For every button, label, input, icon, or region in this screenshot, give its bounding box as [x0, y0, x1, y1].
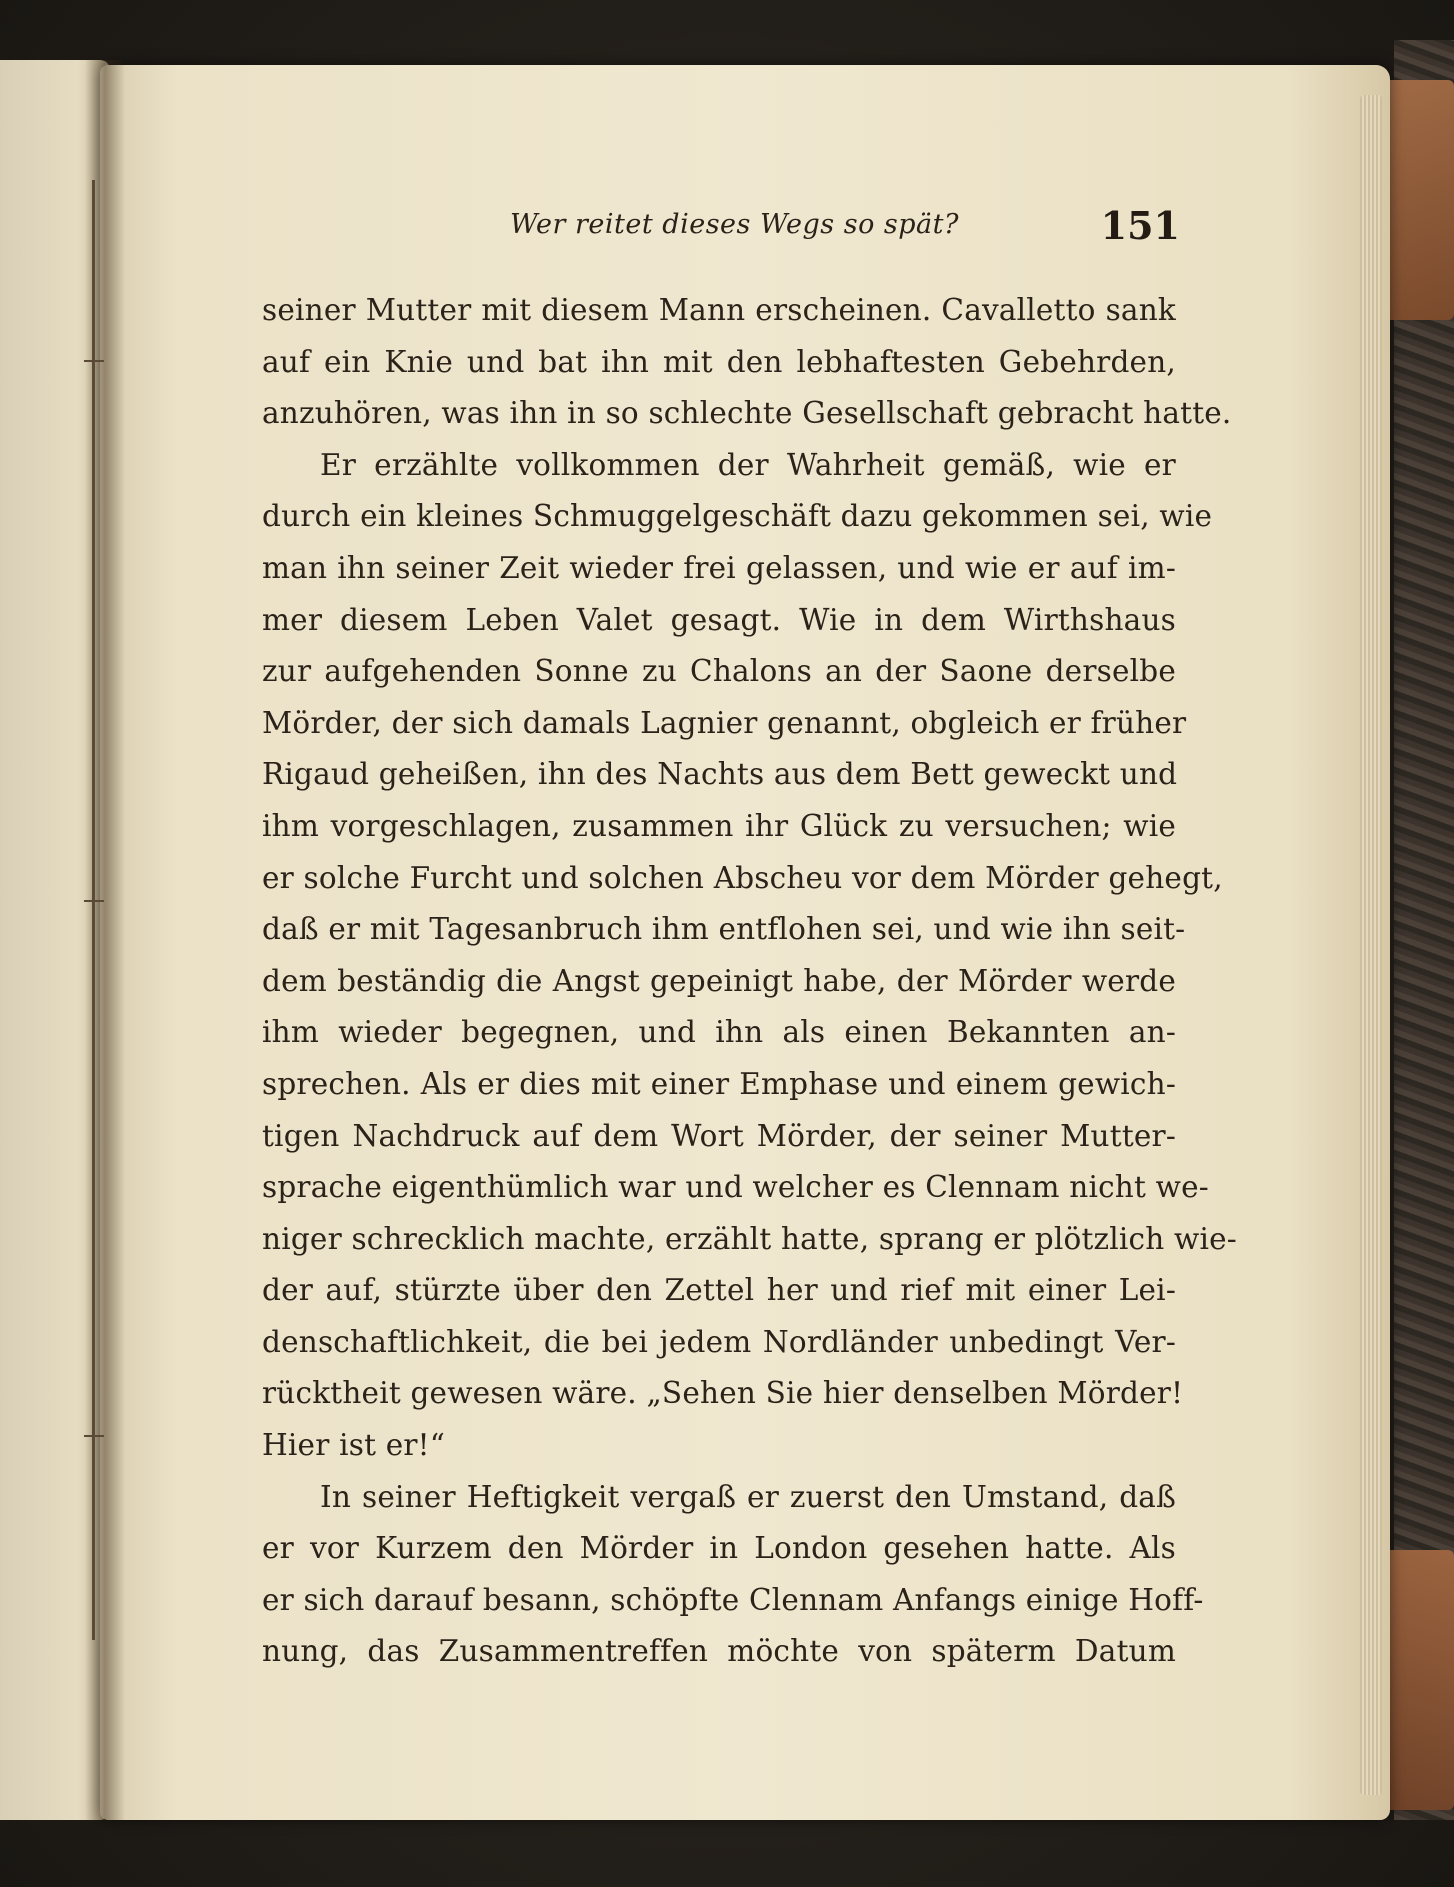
text-line: man ihn seiner Zeit wieder frei gelassen, und wie er auf im- — [262, 550, 1176, 585]
leather-corner-top — [1380, 80, 1454, 320]
text-line: Rigaud geheißen, ihn des Nachts aus dem Bett geweckt und — [262, 757, 1178, 792]
text-line: sprechen. Als er dies mit einer Emphase und einem gewich- — [262, 1066, 1176, 1101]
text-line: In seiner Heftigkeit vergaß er zuerst den Umstand, daß — [320, 1479, 1176, 1514]
text-line: dem beständig die Angst gepeinigt habe, der Mörder werde — [262, 963, 1176, 998]
text-line: er sich darauf besann, schöpfte Clennam Anfangs einige Hoff- — [262, 1582, 1204, 1617]
running-title: Wer reitet dieses Wegs so spät? — [510, 209, 959, 240]
margin-ruler — [92, 180, 95, 1640]
text-line: er vor Kurzem den Mörder in London gesehen hatte. Als — [262, 1531, 1176, 1566]
text-line: nung, das Zusammentreffen möchte von späterm Datum — [262, 1634, 1176, 1669]
spine-shadow — [85, 60, 125, 1820]
text-line: niger schrecklich machte, erzählt hatte, sprang er plötzlich wie- — [262, 1221, 1237, 1256]
text-line: Hier ist er!“ — [262, 1428, 445, 1463]
text-line: durch ein kleines Schmuggelgeschäft dazu gekommen sei, wie — [262, 499, 1213, 534]
body-text — [262, 285, 1237, 1678]
text-line: rücktheit gewesen wäre. „Sehen Sie hier denselben Mörder! — [262, 1376, 1184, 1411]
text-line: anzuhören, was ihn in so schlechte Gesellschaft gebracht hatte. — [262, 396, 1232, 431]
text-line: seiner Mutter mit diesem Mann erscheinen. Cavalletto sank — [262, 293, 1176, 327]
text-line: daß er mit Tagesanbruch ihm entflohen sei, und wie ihn seit- — [262, 912, 1186, 947]
page-header — [470, 205, 1180, 265]
ruler-tick — [84, 900, 104, 902]
text-line: auf ein Knie und bat ihn mit den lebhaftesten Gebehrden, — [262, 344, 1176, 379]
text-line: tigen Nachdruck auf dem Wort Mörder, der seiner Mutter- — [262, 1118, 1176, 1153]
text-line: Mörder, der sich damals Lagnier genannt, obgleich er früher — [262, 705, 1187, 740]
text-line: ihm wieder begegnen, und ihn als einen Bekannten an- — [262, 1015, 1176, 1050]
text-line: denschaftlichkeit, die bei jedem Nordländer unbedingt Ver- — [262, 1324, 1176, 1359]
text-line: mer diesem Leben Valet gesagt. Wie in dem Wirthshaus — [262, 602, 1176, 637]
ruler-tick — [84, 1435, 104, 1437]
text-line: er solche Furcht und solchen Abscheu vor dem Mörder gehegt, — [262, 860, 1223, 895]
text-line: der auf, stürzte über den Zettel her und rief mit einer Lei- — [262, 1273, 1176, 1308]
text-line: ihm vorgeschlagen, zusammen ihr Glück zu versuchen; wie — [262, 808, 1176, 843]
page-stack-edge — [1360, 95, 1382, 1795]
ruler-tick — [84, 360, 104, 362]
text-line: zur aufgehenden Sonne zu Chalons an der Saone derselbe — [262, 654, 1176, 689]
text-line: sprache eigenthümlich war und welcher es Clennam nicht we- — [262, 1170, 1209, 1205]
page-number: 151 — [1100, 203, 1180, 248]
text-line: Er erzählte vollkommen der Wahrheit gemäß, wie er — [320, 447, 1176, 482]
